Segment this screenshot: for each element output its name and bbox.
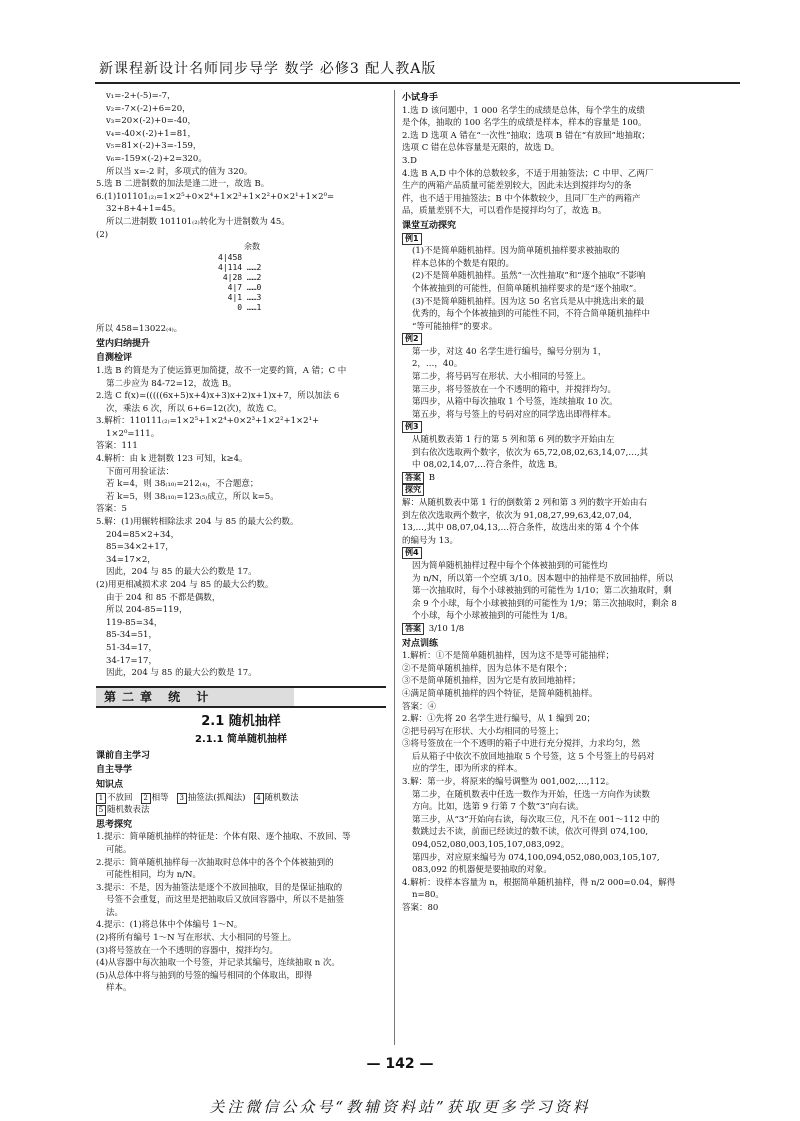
dd-line: n=80。	[412, 890, 444, 901]
dd-line: 第四步，对应原来编号为 074,100,094,052,080,003,105,107,	[412, 852, 660, 863]
zice-line: 4.解析：由 k 进制数 123 可知，k≥4。	[96, 454, 248, 465]
example-1-heading: 例1	[402, 233, 720, 246]
item5-line: 6.(1)101101₍₂₎=1×2⁵+0×2⁴+1×2³+1×2²+0×2¹+1×2⁰=	[96, 191, 335, 202]
section-2-1-1-title: 2.1.1 简单随机抽样	[195, 733, 287, 745]
sk-line: 可能性相同，均为 n/N。	[106, 870, 201, 881]
example-4-heading: 例4	[402, 547, 720, 560]
tj-line: 解：从随机数表中第 1 行的倒数第 2 列和第 3 列的数字开始由右	[402, 498, 647, 508]
section-ketang: 堂内归纳提升	[96, 338, 151, 349]
xs-line: 选项 C 错在总体容量是无限的，故选 D。	[402, 143, 560, 154]
dd-line: 第三步，从“3”开始向右读，每次取三位，凡不在 001～112 中的	[412, 814, 660, 825]
sk-line: 样本。	[106, 983, 132, 994]
ex1-line: 个体被抽到的可能性，但简单随机抽样要求的是“逐个抽取”。	[412, 283, 642, 294]
page-header	[95, 58, 740, 84]
calc-line: v₁=-2+(-5)=-7，	[106, 91, 176, 101]
xs-line: 是个体，抽取的 100 名学生的成绩是样本，样本的容量是 100。	[402, 118, 647, 129]
xs-line: 2.选 D 选项 A 错在“一次性”抽取；选项 B 错在“有放回”地抽取；	[402, 130, 650, 141]
zice-line: 因此，204 与 85 的最大公约数是 17。	[106, 567, 257, 578]
xs-line: 1.选 D 该问题中，1 000 名学生的成绩是总体，每个学生的成绩	[402, 105, 645, 116]
ex1-line: 样本总体的个数是有限的。	[412, 258, 515, 269]
section-ddxl: 对点训练	[402, 638, 439, 649]
section-zsd: 知识点	[96, 779, 124, 790]
ex2-line: 第三步，将号签放在一个不透明的箱中，并搅拌均匀。	[412, 384, 617, 395]
sk-line: (2)将所有编号 1～N 写在形状、大小相同的号签上。	[96, 933, 297, 944]
ex4-line: 因为简单随机抽样过程中每个个体被抽到的可能性均	[412, 560, 608, 571]
zice-line: 因此，204 与 85 的最大公约数是 17。	[106, 668, 257, 679]
calc-line: v₅=81×(-2)+3=-159，	[106, 141, 202, 152]
ex2-line: 2，…，40。	[412, 359, 463, 370]
dd-line: ②把号码写在形状、大小均相同的号签上；	[402, 726, 564, 737]
ex4-line: 余 9 个小球，每个小球被抽到的可能性为 1/9；第三次抽取时，剩余 8	[412, 598, 677, 609]
zice-line: 第二步应为 84-72=12，故选 B。	[106, 378, 237, 389]
dd-line: 2.解：①先将 20 名学生进行编号，从 1 编到 20；	[402, 714, 596, 725]
dd-line: 083,092 的机器便是要抽取的对象。	[412, 865, 552, 876]
dd-line: 应的学生，即为所求的样本。	[412, 764, 523, 775]
item5-line: (2)	[96, 229, 109, 240]
sk-line: (5)从总体中将与抽到的号签的编号相同的个体取出，即得	[96, 970, 313, 981]
zice-line: 204=85×2+34，	[106, 529, 180, 540]
zice-line: 2.选 C f(x)=(((((6x+5)x+4)x+3)x+2)x+1)x+7，所以加法 6	[96, 391, 340, 402]
sk-line: 可能。	[106, 844, 132, 855]
xs-line: 生产的两箱产品质量可能差别较大，因此未达到搅拌均匀的条	[402, 181, 632, 192]
header-title: 新课程新设计名师同步导学 数学 必修3 配人教A版	[99, 61, 437, 77]
chapter-title: 第二章 统 计	[96, 688, 294, 706]
dd-line: 1.解析：①不是简单随机抽样，因为这不是等可能抽样；	[402, 651, 615, 662]
zice-line: 若 k=4，则 38₍₁₀₎=212₍₄₎，不合题意；	[106, 479, 259, 490]
item5-line: 32+8+4+1=45。	[106, 204, 181, 215]
xs-line: 品，质量差别不大，可以看作是搅拌均匀了，故选 B。	[402, 206, 607, 217]
zice-line: 51-34=17，	[106, 642, 157, 653]
xs-line: 3.D	[402, 155, 417, 166]
division-row: 4|114 ……2	[218, 263, 262, 273]
ex2-line: 第二步，将号码写在形状、大小相同的号签上。	[412, 372, 591, 383]
ex1-line: (2)不是简单随机抽样。虽然“一次性抽取”和“逐个抽取”不影响	[412, 271, 646, 282]
division-row: 4|1 ……3	[218, 293, 262, 303]
tj-line: 的编号为 13。	[402, 535, 459, 546]
tj-line: 13,…,其中 08,07,04,13,…符合条件，故选出来的第 4 个个体	[402, 523, 639, 534]
dd-line: 方向。比如，选第 9 行第 7 个数“3”向右读。	[412, 802, 584, 813]
xs-line: 4.选 B A,D 中个体的总数较多，不适于用抽签法；C 中甲、乙两厂	[402, 168, 654, 179]
left-column	[96, 90, 386, 995]
sk-line: 3.提示：不是，因为抽签法是逐个不放回抽取，目的是保证抽取的	[96, 882, 343, 893]
ex4-line: 第一次抽取时，每个小球被抽到的可能性为 1/10；第二次抽取时，剩	[412, 586, 672, 597]
section-zice: 自测检评	[96, 353, 133, 364]
calc-line: v₄=-40×(-2)+1=81，	[106, 128, 197, 139]
ex2-line: 第一步，对这 40 名学生进行编号，编号分别为 1，	[412, 346, 607, 357]
calc-line: 所以当 x=-2 时，多项式的值为 320。	[106, 166, 253, 177]
division-row: 4|7 ……0	[218, 283, 262, 293]
dd-line: ②不是简单随机抽样，因为总体不是有限个；	[402, 663, 573, 674]
dd-line: 3.解：第一步，将原来的编号调整为 001,002,…,112。	[402, 777, 615, 788]
division-row: 4|28 ……2	[218, 273, 262, 283]
section-2-1-title: 2.1 随机抽样	[201, 713, 281, 729]
ex2-line: 第四步，从箱中每次抽取 1 个号签，连续抽取 10 次。	[412, 397, 618, 408]
ex3-line: 到右依次选取两个数字，依次为 65,72,08,02,63,14,07,…,其	[412, 447, 649, 458]
zice-line: 下面可用验证法：	[106, 466, 175, 477]
division-row: 4|458	[218, 253, 243, 263]
sk-line: (4)从容器中每次抽取一个号签，并记录其编号，连续抽取 n 次。	[96, 958, 340, 969]
zice-line: 若 k=5，则 38₍₁₀₎=123₍₅₎成立，所以 k=5。	[106, 491, 279, 502]
dd-line: 第二步，在随机数表中任选一数作为开始，任选一方向作为读数	[412, 789, 651, 800]
zice-line: 34=17×2，	[106, 554, 156, 565]
column-divider	[394, 90, 395, 1045]
zice-line: 次，乘法 6 次，所以 6+6=12(次)，故选 C。	[106, 403, 282, 414]
dd-line: ③不是简单随机抽样，因为它是有放回地抽样；	[402, 676, 581, 687]
division-row: 0 ……1	[218, 303, 262, 313]
division-table	[96, 241, 386, 323]
zice-line: 答案：111	[96, 441, 138, 452]
calc-line: v₃=20×(-2)+0=-40，	[106, 116, 197, 127]
dd-line: 数跳过去不读，前面已经读过的数不读，依次可得到 074,100,	[412, 827, 649, 838]
knowledge-line-2: 5 随机数表法	[96, 804, 386, 817]
dd-line: 4.解析：设样本容量为 n，根据简单随机抽样，得 n/2 000=0.04，解得	[402, 877, 676, 888]
zice-line: 答案：5	[96, 504, 127, 515]
example-2-heading: 例2	[402, 333, 720, 346]
ex4-line: 个小球，每个小球被抽到的可能性为 1/8。	[412, 611, 573, 622]
ex4-line: 为 n/N，所以第一个空填 3/10。因本题中的抽样是不放回抽样，所以	[412, 573, 674, 584]
xs-line: 件，也不适于用抽签法；B 中个体数较少，且同厂生产的两箱产	[402, 193, 641, 204]
section-kqzz: 课前自主学习	[96, 750, 151, 761]
knowledge-line-1: 1 不放回 2 相等 3 抽签法(抓阄法) 4 随机数法	[96, 792, 386, 805]
section-zzdx: 自主导学	[96, 765, 133, 776]
zice-line: 5.解：(1)用辗转相除法求 204 与 85 的最大公约数。	[96, 517, 299, 528]
page-number: — 142 —	[366, 1056, 434, 1072]
item5-line: 所以二进制数 101101₍₂₎转化为十进制数为 45。	[106, 216, 290, 227]
sk-line: (3)将号签放在一个不透明的容器中，搅拌均匀。	[96, 945, 279, 956]
zice-line: 34-17=17，	[106, 655, 157, 666]
item5-line: 5.选 B 二进制数的加法是逢二进一，故选 B。	[96, 179, 270, 190]
footer-note: 关注微信公众号“教辅资料站”获取更多学习资料	[209, 1098, 591, 1116]
explore-heading: 探究	[402, 484, 720, 497]
zice-line: 3.解析：110111₍₂₎=1×2⁵+1×2⁴+0×2³+1×2²+1×2¹+	[96, 416, 320, 427]
chapter-banner	[96, 686, 386, 708]
zice-line: 85-34=51，	[106, 630, 157, 641]
conversion-result: 所以 458=13022₍₄₎。	[96, 324, 183, 335]
ex3-line: 从随机数表第 1 行的第 5 列和第 6 列的数字开始由左	[412, 435, 615, 446]
ex1-line: (3)不是简单随机抽样。因为这 50 名官兵是从中挑选出来的最	[412, 296, 645, 307]
example-4-answer: 答案 3/10 1/8	[402, 623, 720, 636]
zice-line: 所以 204-85=119，	[106, 605, 188, 616]
sk-line: 4.提示：(1)将总体中个体编号 1～N。	[96, 920, 243, 931]
dd-line: ③将号签放在一个不透明的箱子中进行充分搅拌，力求均匀，然	[402, 739, 641, 750]
calc-line: v₂=-7×(-2)+6=20，	[106, 103, 191, 114]
section-xsss: 小试身手	[402, 93, 439, 103]
ex2-line: 第五步，将与号签上的号码对应的同学选出即得样本。	[412, 409, 617, 420]
sk-line: 法。	[106, 907, 124, 918]
zice-line: 1×2⁰=111。	[106, 428, 160, 439]
calc-line: v₆=-159×(-2)+2=320。	[106, 153, 207, 164]
section-kthd: 课堂互动探究	[402, 220, 457, 231]
ex1-line: “等可能抽样”的要求。	[412, 321, 498, 332]
ex1-line: (1)不是简单随机抽样。因为简单随机抽样要求被抽取的	[412, 246, 620, 257]
dd-line: ④满足简单随机抽样的四个特征，是简单随机抽样。	[402, 688, 598, 699]
dd-line: 答案：④	[402, 701, 437, 712]
ex3-line: 中 08,02,14,07,…符合条件，故选 B。	[412, 460, 563, 471]
right-column	[402, 90, 720, 915]
zice-line: (2)用更相减损术求 204 与 85 的最大公约数。	[96, 580, 274, 590]
zice-line: 1.选 B 约简是为了使运算更加简捷，故不一定要约简，A 错；C 中	[96, 365, 347, 376]
division-remainder-label: 余数	[244, 242, 260, 252]
example-3-answer: 答案 B	[402, 472, 720, 485]
zice-line: 由于 204 和 85 不都是偶数，	[106, 592, 221, 603]
sk-line: 号签不会重复，而这里是把抽取后又放回容器中，所以不是抽签	[106, 895, 345, 906]
example-3-heading: 例3	[402, 421, 720, 434]
zice-line: 119-85=34，	[106, 617, 163, 628]
sk-line: 2.提示：简单随机抽样每一次抽取时总体中的各个个体被抽到的	[96, 857, 334, 868]
zice-line: 85=34×2+17，	[106, 542, 174, 553]
dd-line: 答案：80	[402, 903, 439, 913]
tj-line: 到左依次选取两个数字，依次为 91,08,27,99,63,42,07,04,	[402, 510, 632, 521]
ex1-line: 优秀的，每个个体被抽到的可能性不同，不符合简单随机抽样中	[412, 309, 651, 320]
sk-line: 1.提示：简单随机抽样的特征是：个体有限、逐个抽取、不放回、等	[96, 832, 351, 843]
dd-line: 094,052,080,003,105,107,083,092。	[412, 840, 570, 851]
section-sktj: 思考探究	[96, 819, 133, 830]
dd-line: 后从箱子中依次不放回地抽取 5 个号签，这 5 个号签上的号码对	[412, 751, 655, 762]
